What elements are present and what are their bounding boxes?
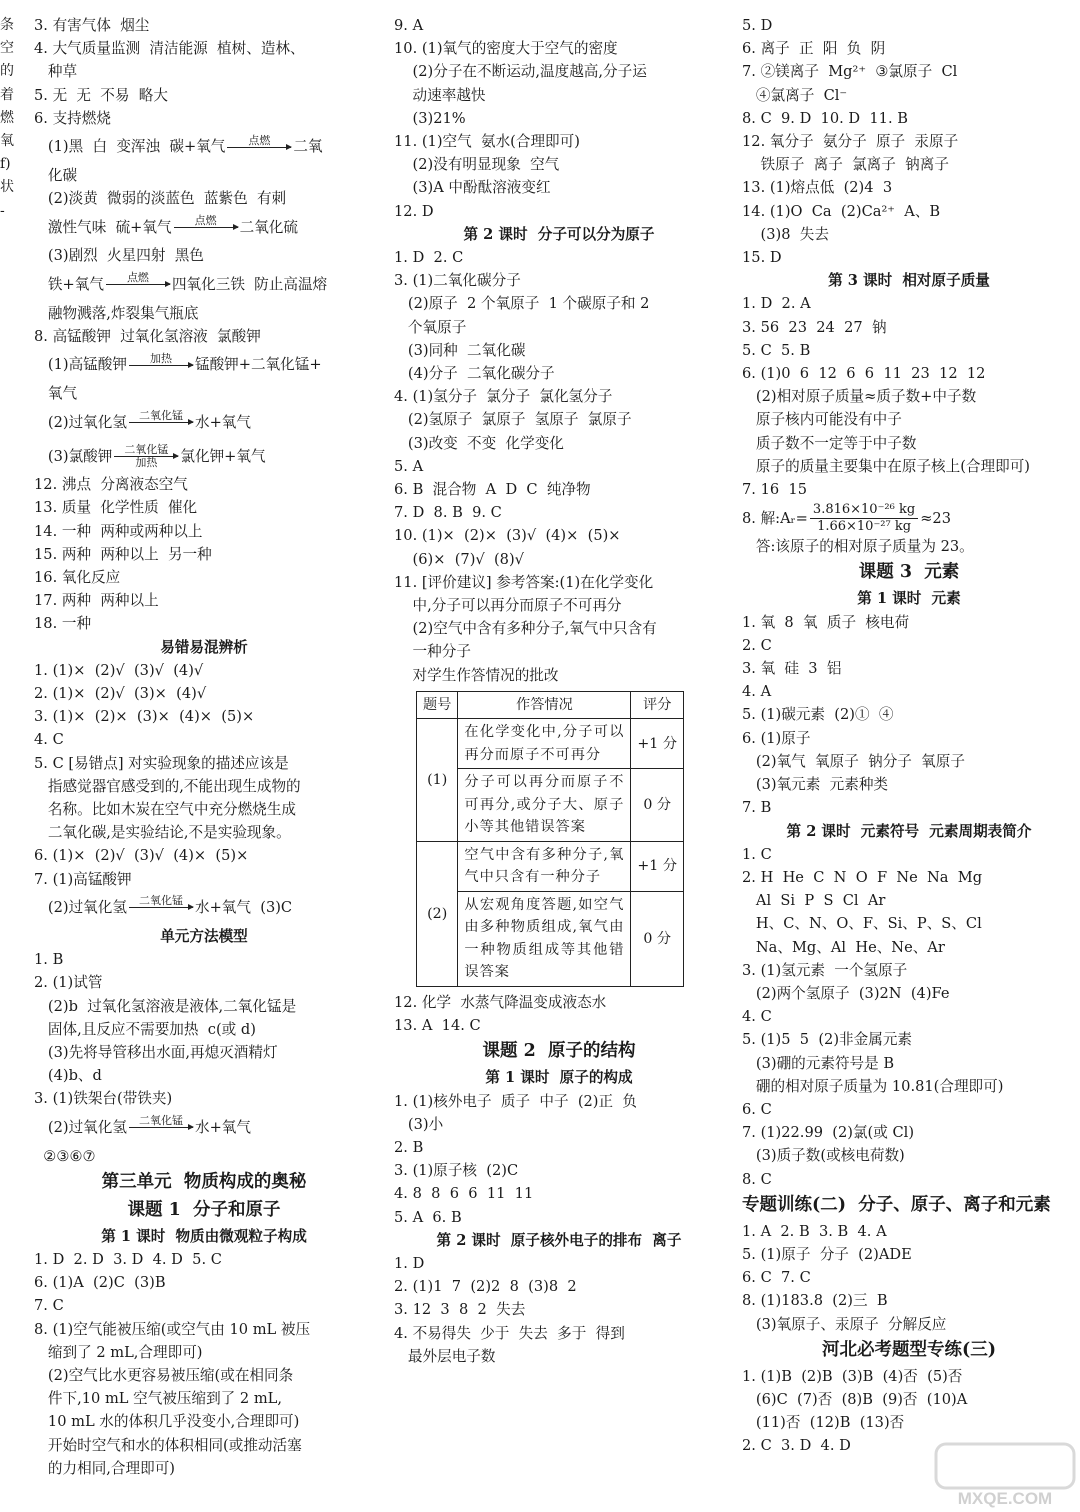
answer-line: 原子的质量主要集中在原子核上(合理即可) xyxy=(742,457,1030,475)
answer-line: Na、Mg、Al He、Ne、Ar xyxy=(742,938,945,956)
table-row xyxy=(417,841,684,891)
answer-line: 10. (1)× (2)× (3)√ (4)× (5)× xyxy=(394,527,621,545)
numerator: 3.816×10⁻²⁶ kg xyxy=(810,502,918,519)
table-header: 作答情况 xyxy=(458,691,631,719)
answer-line: (2)两个氢原子 (3)2N (4)Fe xyxy=(742,984,950,1002)
score-cell: 0 分 xyxy=(631,769,684,842)
equation-reactants: 激性气味 硫+氧气 xyxy=(34,218,172,236)
answer-line: 7. C xyxy=(34,1297,64,1315)
answer-line: 2. B xyxy=(394,1138,424,1156)
answer-line: 3. 有害气体 烟尘 xyxy=(34,17,150,34)
answer-line: 指感觉器官感受到的,不能出现生成物的 xyxy=(34,777,301,795)
answer-line: 6. B 混合物 A D C 纯净物 xyxy=(394,481,591,499)
reaction-condition: 点燃 xyxy=(126,271,149,285)
answer-line: 原子核内可能没有中子 xyxy=(742,411,902,429)
answer-line: 化碳 xyxy=(34,167,78,185)
equation-reactants: (2)过氧化氢 xyxy=(34,1118,127,1136)
answer-line: 动速率越快 xyxy=(394,86,486,104)
answer-line: H、C、N、O、F、Si、P、S、Cl xyxy=(742,915,982,933)
answer-line: 12. 沸点 分离液态空气 xyxy=(34,476,188,494)
answer-line: 种草 xyxy=(34,63,78,81)
answer-line: (2)淡黄 微弱的淡蓝色 蓝紫色 有刺 xyxy=(34,190,287,208)
practice-heading: 河北必考题型专练(三) xyxy=(821,1339,997,1360)
chemical-equation xyxy=(34,130,374,164)
answer-line: (4)分子 二氧化碳分子 xyxy=(394,365,555,383)
answer-line: (2)空气中含有多种分子,氧气中只含有 xyxy=(394,620,657,638)
answer-line: 2. (1)1 7 (2)2 8 (3)8 2 xyxy=(394,1278,577,1296)
lesson-heading: 第 1 课时 物质由微观粒子构成 xyxy=(101,1227,307,1245)
answer-line: 2. C xyxy=(742,636,772,654)
lesson-heading: 第 2 课时 分子可以分为原子 xyxy=(463,225,655,243)
topic-heading: 课题 2 原子的结构 xyxy=(482,1041,636,1062)
table-row xyxy=(417,719,684,769)
answer-line: (2)空气比水更容易被压缩(或在相同条 xyxy=(34,1366,294,1384)
equation-products: 二氧化硫 xyxy=(239,218,298,236)
answer-line: 4. 大气质量监测 清洁能源 植树、造林、 xyxy=(34,40,305,58)
answer-line: 8. C xyxy=(742,1170,772,1188)
answer-line: 12. 氧分子 氨分子 原子 汞原子 xyxy=(742,133,959,151)
arrow-line xyxy=(114,456,178,457)
chemical-equation xyxy=(34,891,374,925)
answer-line: 8. C 9. D 10. D 11. B xyxy=(742,109,908,127)
answer-line: 14. 一种 两种或两种以上 xyxy=(34,522,203,540)
answer-line: (3)同种 二氧化碳 xyxy=(394,341,526,359)
cutoff-char: 条 xyxy=(0,17,14,33)
answer-line: 5. C [易错点] 对实验现象的描述应该是 xyxy=(34,754,289,772)
table-header: 题号 xyxy=(417,691,458,719)
answer-line: 7. D 8. B 9. C xyxy=(394,504,502,522)
answer-line: 开始时空气和水的体积相同(或推动活塞 xyxy=(34,1436,302,1454)
answer-line: 氧气 xyxy=(34,385,78,403)
reaction-condition: 二氧化锰 xyxy=(138,408,183,422)
answer-line: 质子数不一定等于中子数 xyxy=(742,434,917,452)
reaction-condition: 二氧化锰 xyxy=(138,894,183,908)
answer-line: 1. B xyxy=(34,951,64,969)
answer-line: 2. (1)× (2)√ (3)× (4)√ xyxy=(34,685,207,703)
cutoff-char: 燃 xyxy=(0,109,14,126)
section-heading: 易错易混辨析 xyxy=(160,638,248,656)
answer-line: 12. 化学 水蒸气降温变成液态水 xyxy=(394,993,607,1011)
arrow-line xyxy=(129,907,193,908)
answer-line: 14. (1)O Ca (2)Ca²⁺ A、B xyxy=(742,202,941,220)
answer-line: 12. D xyxy=(394,202,434,220)
answer-line: 2. H He C N O F Ne Na Mg xyxy=(742,868,983,886)
reaction-arrow xyxy=(129,353,193,378)
reaction-condition-below: 加热 xyxy=(135,455,158,469)
answer-line: 6. 离子 正 阳 负 阴 xyxy=(742,40,886,58)
calc-result: ≈23 xyxy=(920,509,952,527)
answer-line: 融物溅落,炸裂集气瓶底 xyxy=(34,304,199,322)
answer-line: 3. (1)× (2)× (3)× (4)× (5)× xyxy=(34,708,255,726)
equation-reactants: (3)氯酸钾 xyxy=(34,447,113,465)
answer-line: 10 mL 水的体积几乎没变小,合理即可) xyxy=(34,1413,300,1431)
answer-line: 11. [评价建议] 参考答案:(1)在化学变化 xyxy=(394,573,654,591)
answer-line: 1. D 2. A xyxy=(742,295,811,313)
topic-heading: 课题 1 分子和原子 xyxy=(127,1199,281,1220)
arrow-line xyxy=(129,365,193,366)
answer-line: (2)相对原子质量≈质子数+中子数 xyxy=(742,388,977,406)
special-training-heading: 专题训练(二) 分子、原子、离子和元素 xyxy=(742,1194,1051,1215)
answer-line: 5. A 6. B xyxy=(394,1208,462,1226)
grading-table xyxy=(416,691,684,987)
answer-line: 10. (1)氧气的密度大于空气的密度 xyxy=(394,40,618,58)
answer-line: Al Si P S Cl Ar xyxy=(742,892,886,910)
answer-line: 6. (1)× (2)√ (3)√ (4)× (5)× xyxy=(34,847,249,865)
answer-line: 答:该原子的相对原子质量为 23。 xyxy=(742,538,974,556)
answer-line: 6. C xyxy=(742,1100,772,1118)
equation-reactants: (1)高锰酸钾 xyxy=(34,356,127,374)
relative-mass-calculation xyxy=(742,501,1076,535)
arrow-line xyxy=(227,147,291,148)
answer-line: 3. 12 3 8 2 失去 xyxy=(394,1301,526,1319)
equation-products: 锰酸钾+二氧化锰+ xyxy=(194,356,322,374)
answer-line: 7. ②镁离子 Mg²⁺ ③氯原子 Cl xyxy=(742,63,958,81)
answer-line: 7. 16 15 xyxy=(742,481,807,499)
watermark-text: MXQE.COM xyxy=(957,1489,1053,1508)
lesson-heading: 第 2 课时 原子核外电子的排布 离子 xyxy=(436,1231,682,1249)
answer-line: (2)分子在不断运动,温度越高,分子运 xyxy=(394,63,647,81)
answer-line: 15. D xyxy=(742,249,782,267)
chemical-equation xyxy=(34,405,374,439)
equation-reactants: (2)过氧化氢 xyxy=(34,899,127,917)
answer-line: 个氧原子 xyxy=(394,318,467,336)
chemical-equation xyxy=(34,268,374,302)
cutoff-char: 状 xyxy=(0,179,14,196)
answer-line: (3)A 中酚酞溶液变红 xyxy=(394,179,551,197)
answer-line: 13. 质量 化学性质 催化 xyxy=(34,499,198,517)
answer-line: (11)否 (12)B (13)否 xyxy=(742,1414,905,1432)
reaction-condition: 点燃 xyxy=(248,133,271,147)
answer-line: (3)8 失去 xyxy=(742,225,829,243)
lesson-heading: 第 3 课时 相对原子质量 xyxy=(828,272,990,290)
lesson-heading: 第 1 课时 元素 xyxy=(857,590,961,608)
reaction-arrow xyxy=(129,895,193,920)
question-number-cell: (1) xyxy=(417,719,458,842)
cutoff-char: 氧 xyxy=(0,133,14,150)
answer-line: 6. (1)0 6 12 6 6 11 23 12 12 xyxy=(742,365,986,383)
answer-line: 4. A xyxy=(742,683,772,701)
answer-column-3 xyxy=(742,14,1076,1458)
equation-products: 氯化钾+氧气 xyxy=(180,447,266,465)
reaction-condition: 点燃 xyxy=(194,213,217,227)
reaction-condition: 加热 xyxy=(149,351,172,365)
answer-line: (2)原子 2 个氧原子 1 个碳原子和 2 xyxy=(394,295,650,313)
answer-line: 17. 两种 两种以上 xyxy=(34,592,159,610)
answer-line: 中,分子可以再分而原子不可再分 xyxy=(394,597,622,615)
answer-line: 11. (1)空气 氨水(合理即可) xyxy=(394,133,580,151)
chemical-equation xyxy=(34,1111,374,1145)
score-cell: +1 分 xyxy=(631,719,684,769)
answer-line: 5. (1)碳元素 (2)① ④ xyxy=(742,706,894,724)
answer-line: 7. B xyxy=(742,799,772,817)
reaction-arrow xyxy=(106,272,170,297)
equation-products: 二氧 xyxy=(293,138,323,156)
answer-line: 3. 氧 硅 3 铝 xyxy=(742,660,842,678)
answer-line: 4. 不易得失 少于 失去 多于 得到 xyxy=(394,1324,625,1342)
answer-line: 1. D 2. C xyxy=(394,249,464,267)
answer-line: 1. 氧 8 氧 质子 核电荷 xyxy=(742,613,910,631)
answer-line: 6. (1)A (2)C (3)B xyxy=(34,1274,166,1292)
answer-line: 铁原子 离子 氯离子 钠离子 xyxy=(742,156,949,174)
left-cutoff-column xyxy=(0,14,34,223)
question-number-cell: (2) xyxy=(417,841,458,986)
cutoff-char: 的 xyxy=(0,63,14,80)
table-header: 评分 xyxy=(631,691,684,719)
chemical-equation xyxy=(34,439,374,473)
answer-line: 3. (1)铁架台(带铁夹) xyxy=(34,1090,173,1108)
chemical-equation xyxy=(34,348,374,382)
answer-line: (3)剧烈 火星四射 黑色 xyxy=(34,247,204,265)
answer-line: 对学生作答情况的批改 xyxy=(394,666,559,684)
answer-line: (3)改变 不变 化学变化 xyxy=(394,434,564,452)
answer-line: 4. C xyxy=(742,1008,772,1026)
answer-line: 二氧化碳,是实验结论,不是实验现象。 xyxy=(34,824,291,842)
fraction xyxy=(810,502,918,535)
cutoff-char: - xyxy=(0,202,5,219)
cutoff-char: 空 xyxy=(0,40,14,57)
equation-reactants: (2)过氧化氢 xyxy=(34,413,127,431)
answer-cell: 空气中含有多种分子,氧气中只含有一种分子 xyxy=(458,841,631,891)
answer-line: 一种分子 xyxy=(394,643,471,661)
answer-line: (2)b 过氧化氢溶液是液体,二氧化锰是 xyxy=(34,997,297,1015)
arrow-line xyxy=(174,227,238,228)
answer-line: 8. (1)空气能被压缩(或空气由 10 mL 被压 xyxy=(34,1320,311,1338)
answer-line: (2)氧气 氧原子 钠分子 氧原子 xyxy=(742,752,965,770)
answer-line: 4. C xyxy=(34,731,64,749)
unit-heading: 第三单元 物质构成的奥秘 xyxy=(101,1171,307,1192)
answer-line: 1. D 2. D 3. D 4. D 5. C xyxy=(34,1250,222,1268)
answer-cell: 分子可以再分而原子不可再分,或分子大、原子小等其他错误答案 xyxy=(458,769,631,842)
section-heading: 单元方法模型 xyxy=(160,927,248,945)
arrow-line xyxy=(129,1127,193,1128)
answer-line: 5. (1)5 5 (2)非金属元素 xyxy=(742,1031,913,1049)
answer-line: 8. 高锰酸钾 过氧化氢溶液 氯酸钾 xyxy=(34,327,261,345)
answer-line: 硼的相对原子质量为 10.81(合理即可) xyxy=(742,1077,1004,1095)
reaction-condition: 二氧化锰 xyxy=(124,442,169,456)
answer-line: 缩到了 2 mL,合理即可) xyxy=(34,1343,203,1361)
answer-line: 6. 支持燃烧 xyxy=(34,109,111,127)
answer-line: 5. D xyxy=(742,17,773,34)
answer-line: 4. (1)氢分子 氯分子 氯化氢分子 xyxy=(394,388,613,406)
denominator: 1.66×10⁻²⁷ kg xyxy=(817,518,912,534)
answer-line: 5. 无 无 不易 略大 xyxy=(34,86,168,104)
answer-line: (3)硼的元素符号是 B xyxy=(742,1054,895,1072)
answer-line: 3. 56 23 24 27 钠 xyxy=(742,318,887,336)
answer-line: 5. C 5. B xyxy=(742,341,811,359)
answer-line: 13. (1)熔点低 (2)4 3 xyxy=(742,179,893,197)
equation-products: 四氧化三铁 防止高温熔 xyxy=(171,276,328,294)
answer-line: 6. C 7. C xyxy=(742,1269,811,1287)
equation-products: 水+氧气 (3)C xyxy=(194,899,293,917)
reaction-arrow xyxy=(114,444,178,469)
answer-column-2 xyxy=(394,14,724,1368)
answer-line: 最外层电子数 xyxy=(394,1347,496,1365)
reaction-arrow xyxy=(174,215,238,240)
answer-line: (3)21% xyxy=(394,109,466,127)
answer-line: 4. 8 8 6 6 11 11 xyxy=(394,1185,534,1203)
answer-cell: 从宏观角度答题,如空气由多种物质组成,氧气由一种物质组成等其他错误答案 xyxy=(458,891,631,986)
answer-line: 的力相同,合理即可) xyxy=(34,1459,176,1477)
reaction-condition: 二氧化锰 xyxy=(138,1114,183,1128)
reaction-arrow xyxy=(129,410,193,435)
answer-line: 1. (1)B (2)B (3)B (4)否 (5)否 xyxy=(742,1367,963,1385)
answer-line: 1. A 2. B 3. B 4. A xyxy=(742,1222,887,1240)
answer-line: 3. (1)氢元素 一个氢原子 xyxy=(742,961,908,979)
topic-heading: 课题 3 元素 xyxy=(858,562,960,583)
equation-reactants: (1)黑 白 变浑浊 碳+氧气 xyxy=(34,138,226,156)
equation-products: 水+氧气 xyxy=(194,1118,251,1136)
answer-line: (2)没有明显现象 空气 xyxy=(394,156,560,174)
chemical-equation xyxy=(34,210,374,244)
answer-line: (3)氧元素 元素种类 xyxy=(742,776,889,794)
arrow-line xyxy=(129,422,193,423)
answer-line: (3)先将导管移出水面,再熄灭酒精灯 xyxy=(34,1043,278,1061)
answer-line: (3)小 xyxy=(394,1115,444,1133)
cutoff-char: f) xyxy=(0,156,11,173)
answer-line: 15. 两种 两种以上 另一种 xyxy=(34,545,212,563)
reaction-arrow xyxy=(129,1115,193,1140)
answer-line: (4)b、d xyxy=(34,1067,102,1085)
answer-line: 13. A 14. C xyxy=(394,1017,481,1035)
answer-line: 1. D xyxy=(394,1254,425,1272)
answer-line: 名称。比如木炭在空气中充分燃烧生成 xyxy=(34,801,297,819)
answer-line: (2)氢原子 氯原子 氢原子 氯原子 xyxy=(394,411,632,429)
answer-line: 9. A xyxy=(394,17,424,34)
answer-line: 3. (1)二氧化碳分子 xyxy=(394,272,521,290)
answer-line: ②③⑥⑦ xyxy=(34,1147,96,1165)
equation-reactants: 铁+氧气 xyxy=(34,276,104,294)
answer-line: 1. C xyxy=(742,845,772,863)
answer-line: 7. (1)22.99 (2)氯(或 Cl) xyxy=(742,1124,915,1142)
answer-line: (6)C (7)否 (8)B (9)否 (10)A xyxy=(742,1390,968,1408)
answer-column-1 xyxy=(34,14,374,1480)
reaction-arrow xyxy=(227,135,291,160)
answer-line: 2. C 3. D 4. D xyxy=(742,1437,851,1455)
calc-prefix: 8. 解:Aᵣ= xyxy=(742,509,808,527)
cutoff-char: 着 xyxy=(0,86,14,103)
answer-line: 6. (1)原子 xyxy=(742,729,811,747)
lesson-heading: 第 2 课时 元素符号 元素周期表简介 xyxy=(786,822,1032,840)
answer-line: 16. 氧化反应 xyxy=(34,569,121,587)
answer-line: 件下,10 mL 空气被压缩到了 2 mL, xyxy=(34,1390,283,1408)
answer-line: 7. (1)高锰酸钾 xyxy=(34,870,132,888)
answer-line: ④氯离子 Cl⁻ xyxy=(742,86,848,104)
answer-line: 3. (1)原子核 (2)C xyxy=(394,1162,519,1180)
equation-products: 水+氧气 xyxy=(194,413,251,431)
answer-line: 1. (1)核外电子 质子 中子 (2)正 负 xyxy=(394,1092,637,1110)
answer-cell: 在化学变化中,分子可以再分而原子不可再分 xyxy=(458,719,631,769)
answer-line: (3)质子数(或核电荷数) xyxy=(742,1147,905,1165)
arrow-line xyxy=(106,284,170,285)
score-cell: 0 分 xyxy=(631,891,684,986)
answer-line: (6)× (7)√ (8)√ xyxy=(394,550,524,568)
answer-line: 5. (1)原子 分子 (2)ADE xyxy=(742,1245,912,1263)
answer-line: 2. (1)试管 xyxy=(34,974,103,992)
answer-line: (3)氧原子、汞原子 分解反应 xyxy=(742,1315,947,1333)
answer-line: 18. 一种 xyxy=(34,615,92,633)
lesson-heading: 第 1 课时 原子的构成 xyxy=(485,1069,633,1087)
answer-line: 1. (1)× (2)√ (3)√ (4)√ xyxy=(34,661,204,679)
answer-line: 固体,且反应不需要加热 c(或 d) xyxy=(34,1020,256,1038)
answer-line: 5. A xyxy=(394,457,424,475)
score-cell: +1 分 xyxy=(631,841,684,891)
watermark-logo xyxy=(930,1440,1080,1512)
answer-line: 8. (1)183.8 (2)三 B xyxy=(742,1292,888,1310)
